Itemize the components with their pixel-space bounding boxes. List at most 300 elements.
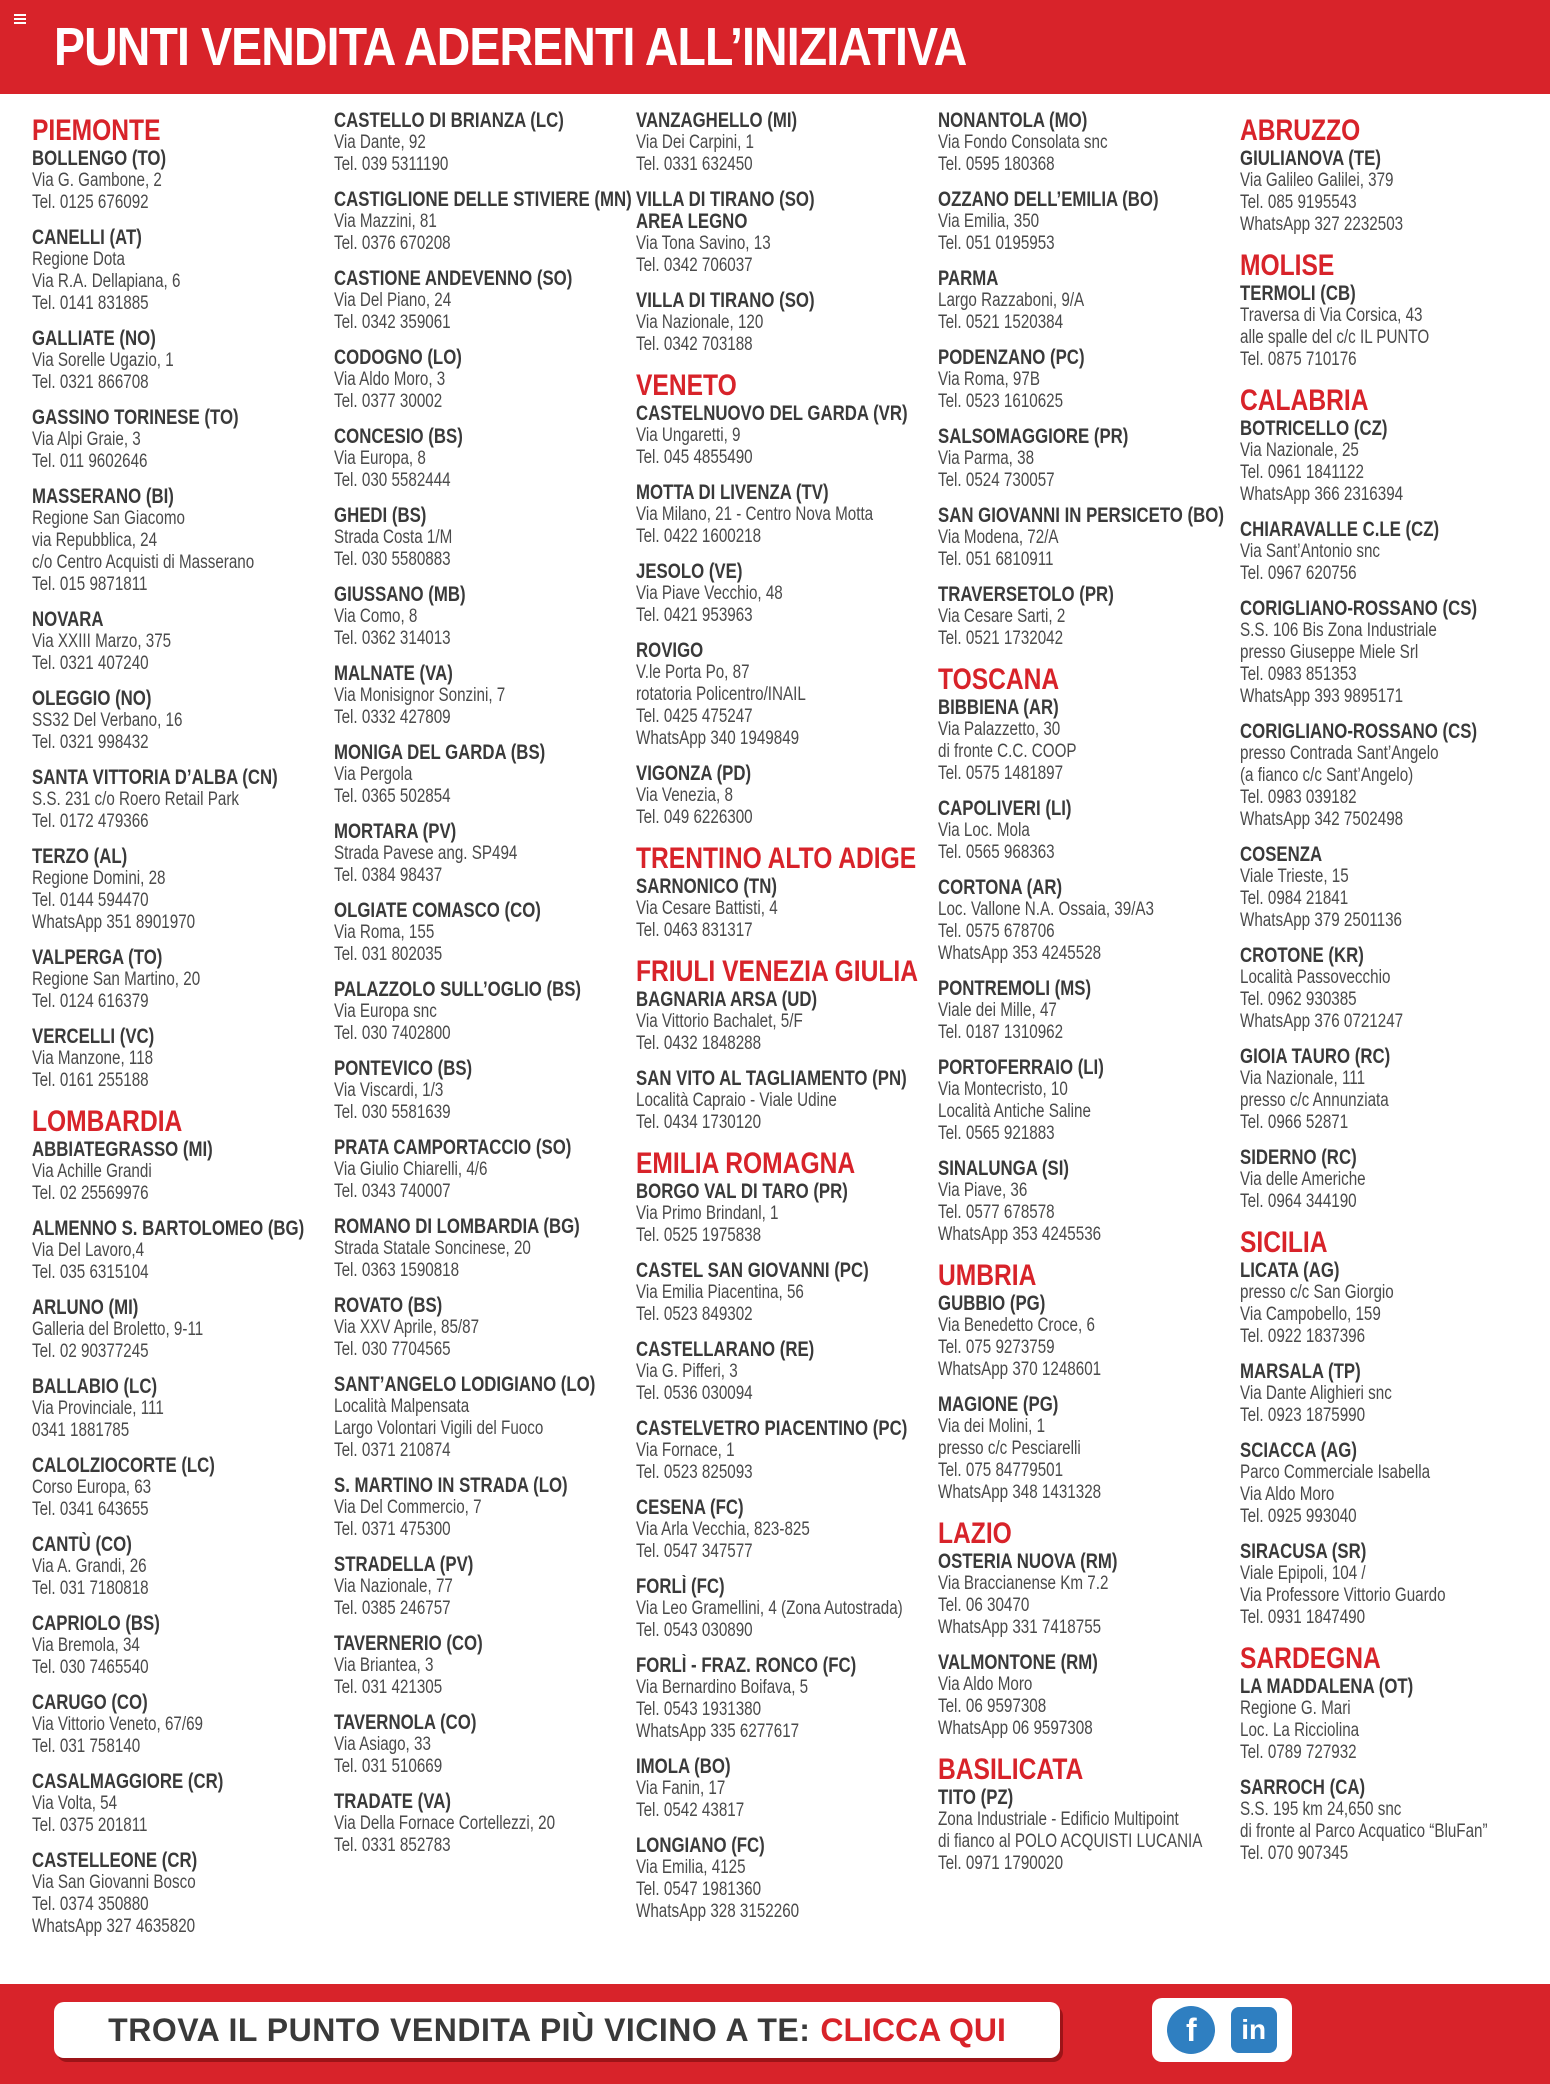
store-detail-line: Tel. 0931 1847490 xyxy=(1240,1607,1366,1628)
store-name: CORIGLIANO-ROSSANO (CS) xyxy=(1240,597,1478,620)
find-store-button[interactable] xyxy=(54,2002,1060,2058)
store-detail-line: Via Campobello, 159 xyxy=(1240,1304,1381,1325)
store-detail-line: Tel. 0161 255188 xyxy=(32,1070,149,1091)
store-entry xyxy=(938,110,1232,176)
store-entry xyxy=(32,1297,326,1363)
store-detail-line: Via Achille Grandi xyxy=(32,1161,152,1182)
store-detail-line: Tel. 0971 1790020 xyxy=(938,1853,1064,1874)
store-detail-line: Tel. 0362 314013 xyxy=(334,628,451,649)
store-detail-line: Regione Domini, 28 xyxy=(32,868,166,889)
store-name: CESENA (FC) xyxy=(636,1496,744,1519)
store-entry xyxy=(938,798,1232,864)
store-entry xyxy=(938,1394,1232,1504)
store-entry xyxy=(636,1497,930,1563)
store-detail-line: Via Roma, 155 xyxy=(334,922,435,943)
store-name: MOTTA DI LIVENZA (TV) xyxy=(636,481,829,504)
store-name: CONCESIO (BS) xyxy=(334,425,463,448)
store-entry xyxy=(334,1137,628,1203)
store-detail-line: WhatsApp 331 7418755 xyxy=(938,1617,1102,1638)
page-title: PUNTI VENDITA ADERENTI ALL’INIZIATIVA xyxy=(54,17,967,77)
store-name: FORLÌ - FRAZ. RONCO (FC) xyxy=(636,1654,857,1677)
store-detail-line: Via Professore Vittorio Guardo xyxy=(1240,1585,1446,1606)
store-entry xyxy=(938,1158,1232,1246)
store-detail-line: Tel. 0966 52871 xyxy=(1240,1112,1349,1133)
store-detail-line: Tel. 0523 1610625 xyxy=(938,391,1064,412)
store-entry xyxy=(636,876,930,942)
store-entry xyxy=(334,1633,628,1699)
store-detail-line: Tel. 0421 953963 xyxy=(636,605,753,626)
store-detail-line: WhatsApp 370 1248601 xyxy=(938,1359,1102,1380)
store-detail-line: Galleria del Broletto, 9-11 xyxy=(32,1319,204,1340)
store-name: TRAVERSETOLO (PR) xyxy=(938,583,1114,606)
store-name: GASSINO TORINESE (TO) xyxy=(32,406,239,429)
store-column xyxy=(32,110,334,1970)
store-entry xyxy=(636,1756,930,1822)
store-entry xyxy=(938,268,1232,334)
store-detail-line: Via Piave Vecchio, 48 xyxy=(636,583,783,604)
store-detail-line: Via Nazionale, 111 xyxy=(1240,1068,1366,1089)
store-entry xyxy=(636,290,930,356)
store-name: CASTELLARANO (RE) xyxy=(636,1338,815,1361)
store-detail-line: Strada Costa 1/M xyxy=(334,527,453,548)
store-detail-line: Tel. 0144 594470 xyxy=(32,890,149,911)
store-entry xyxy=(1240,1541,1534,1629)
store-name: LA MADDALENA (OT) xyxy=(1240,1675,1414,1698)
menu-icon[interactable] xyxy=(14,14,26,24)
store-detail-line: Via Palazzetto, 30 xyxy=(938,719,1061,740)
store-detail-line: Tel. 0172 479366 xyxy=(32,811,149,832)
store-detail-line: Via Primo Brindanl, 1 xyxy=(636,1203,779,1224)
store-name: GIULIANOVA (TE) xyxy=(1240,147,1381,170)
store-detail-line: Via Bernardino Boifava, 5 xyxy=(636,1677,809,1698)
store-name: S. MARTINO IN STRADA (LO) xyxy=(334,1474,568,1497)
store-entry xyxy=(1240,1046,1534,1134)
store-column xyxy=(334,110,636,1970)
store-detail-line: Via Loc. Mola xyxy=(938,820,1030,841)
store-detail-line: Via Monisignor Sonzini, 7 xyxy=(334,685,506,706)
store-detail-line: Via XXIII Marzo, 375 xyxy=(32,631,172,652)
store-detail-line: Tel. 0332 427809 xyxy=(334,707,451,728)
store-detail-line: Via Arla Vecchia, 823-825 xyxy=(636,1519,810,1540)
store-entry xyxy=(32,407,326,473)
store-entry xyxy=(334,426,628,492)
store-detail-line: WhatsApp 06 9597308 xyxy=(938,1718,1093,1739)
store-detail-line: Tel. 0565 921883 xyxy=(938,1123,1055,1144)
store-name: SAN VITO AL TAGLIAMENTO (PN) xyxy=(636,1067,907,1090)
store-detail-line: Tel. 0575 1481897 xyxy=(938,763,1064,784)
store-entry xyxy=(334,1374,628,1462)
store-detail-line: Via Aldo Moro xyxy=(938,1674,1033,1695)
store-entry xyxy=(1240,1777,1534,1865)
store-detail-line: Tel. 0521 1520384 xyxy=(938,312,1064,333)
store-entry xyxy=(334,1554,628,1620)
store-list xyxy=(32,110,1532,1970)
store-detail-line: S.S. 195 km 24,650 snc xyxy=(1240,1799,1402,1820)
store-entry xyxy=(32,328,326,394)
store-detail-line: Tel. 0875 710176 xyxy=(1240,349,1357,370)
store-name: VILLA DI TIRANO (SO) xyxy=(636,289,815,312)
store-detail-line: Tel. 0376 670208 xyxy=(334,233,451,254)
store-name: SIRACUSA (SR) xyxy=(1240,1540,1367,1563)
store-detail-line: WhatsApp 366 2316394 xyxy=(1240,484,1404,505)
store-name: SARNONICO (TN) xyxy=(636,875,777,898)
store-entry xyxy=(636,1181,930,1247)
store-name: ABBIATEGRASSO (MI) xyxy=(32,1138,213,1161)
region-heading: MOLISE xyxy=(1240,249,1335,282)
store-entry xyxy=(32,1139,326,1205)
store-detail-line: Tel. 0543 030890 xyxy=(636,1620,753,1641)
store-column xyxy=(938,110,1240,1970)
store-name: ALMENNO S. BARTOLOMEO (BG) xyxy=(32,1217,305,1240)
store-detail-line: Località Capraio - Viale Udine xyxy=(636,1090,837,1111)
store-name: PONTREMOLI (MS) xyxy=(938,977,1092,1000)
store-detail-line: Tel. 0425 475247 xyxy=(636,706,753,727)
cta-action-link[interactable]: CLICCA QUI xyxy=(820,2011,1006,2048)
store-entry xyxy=(334,900,628,966)
store-name: MORTARA (PV) xyxy=(334,820,457,843)
store-detail-line: S.S. 231 c/o Roero Retail Park xyxy=(32,789,239,810)
store-detail-line: Via Aldo Moro, 3 xyxy=(334,369,446,390)
store-detail-line: Via Leo Gramellini, 4 (Zona Autostrada) xyxy=(636,1598,903,1619)
store-entry xyxy=(636,110,930,176)
store-name: PONTEVICO (BS) xyxy=(334,1057,473,1080)
store-detail-line: Tel. 0543 1931380 xyxy=(636,1699,762,1720)
store-name: GIOIA TAURO (RC) xyxy=(1240,1045,1391,1068)
store-detail-line: presso c/c Annunziata xyxy=(1240,1090,1389,1111)
store-name: CORIGLIANO-ROSSANO (CS) xyxy=(1240,720,1478,743)
store-detail-line: Via Tona Savino, 13 xyxy=(636,233,771,254)
region-heading: UMBRIA xyxy=(938,1259,1037,1292)
store-name: SIDERNO (RC) xyxy=(1240,1146,1357,1169)
store-entry xyxy=(334,188,632,255)
store-name: VIGONZA (PD) xyxy=(636,762,752,785)
store-entry xyxy=(1240,945,1534,1033)
store-detail-line: Via Della Fornace Cortellezzi, 20 xyxy=(334,1813,556,1834)
store-detail-line: WhatsApp 340 1949849 xyxy=(636,728,800,749)
store-entry xyxy=(334,1475,628,1541)
store-entry xyxy=(938,505,1232,571)
store-detail-line: Tel. 030 5580883 xyxy=(334,549,451,570)
store-detail-line: (a fianco c/c Sant’Angelo) xyxy=(1240,765,1414,786)
store-entry xyxy=(334,742,628,808)
store-name: TRADATE (VA) xyxy=(334,1790,451,1813)
store-detail-line: Tel. 0374 350880 xyxy=(32,1894,149,1915)
store-entry xyxy=(1240,418,1534,506)
store-detail-line: Via Del Piano, 24 xyxy=(334,290,452,311)
store-detail-line: Tel. 0331 852783 xyxy=(334,1835,451,1856)
store-detail-line: Viale Epipoli, 104 / xyxy=(1240,1563,1366,1584)
store-detail-line: Via G. Gambone, 2 xyxy=(32,170,162,191)
store-entry xyxy=(32,609,326,675)
store-detail-line: Tel. 0565 968363 xyxy=(938,842,1055,863)
store-detail-line: presso Giuseppe Miele Srl xyxy=(1240,642,1419,663)
store-name: GUBBIO (PG) xyxy=(938,1292,1046,1315)
store-name: ROVIGO xyxy=(636,639,704,662)
store-detail-line: Tel. 0542 43817 xyxy=(636,1800,745,1821)
store-detail-line: Tel. 0331 632450 xyxy=(636,154,753,175)
store-detail-line: Tel. 0523 825093 xyxy=(636,1462,753,1483)
store-detail-line: Tel. 0577 678578 xyxy=(938,1202,1055,1223)
store-detail-line: Via Asiago, 33 xyxy=(334,1734,431,1755)
store-name: OSTERIA NUOVA (RM) xyxy=(938,1550,1118,1573)
store-name: TITO (PZ) xyxy=(938,1786,1014,1809)
store-entry xyxy=(334,1058,628,1124)
store-detail-line: Tel. 051 0195953 xyxy=(938,233,1055,254)
store-entry xyxy=(334,1791,628,1857)
facebook-icon[interactable]: f xyxy=(1167,2006,1215,2054)
store-detail-line: Tel. 0384 98437 xyxy=(334,865,443,886)
store-entry xyxy=(938,1057,1232,1145)
store-name: BOLLENGO (TO) xyxy=(32,147,167,170)
store-detail-line: Tel. 0575 678706 xyxy=(938,921,1055,942)
store-name: JESOLO (VE) xyxy=(636,560,743,583)
store-name: BORGO VAL DI TARO (PR) xyxy=(636,1180,848,1203)
store-entry xyxy=(938,697,1232,785)
store-name: PALAZZOLO SULL’OGLIO (BS) xyxy=(334,978,582,1001)
store-detail-line: Via Emilia, 350 xyxy=(938,211,1040,232)
store-detail-line: di fianco al POLO ACQUISTI LUCANIA xyxy=(938,1831,1203,1852)
store-name: CROTONE (KR) xyxy=(1240,944,1364,967)
store-name: SARROCH (CA) xyxy=(1240,1776,1366,1799)
region-heading: FRIULI VENEZIA GIULIA xyxy=(636,955,918,988)
store-detail-line: Via Mazzini, 81 xyxy=(334,211,437,232)
store-name: CARUGO (CO) xyxy=(32,1691,148,1714)
store-detail-line: Località Passovecchio xyxy=(1240,967,1391,988)
store-entry xyxy=(32,1850,326,1938)
store-name: SCIACCA (AG) xyxy=(1240,1439,1357,1462)
store-detail-line: Regione San Martino, 20 xyxy=(32,969,201,990)
store-detail-line: WhatsApp 393 9895171 xyxy=(1240,686,1404,707)
store-detail-line: Via Braccianense Km 7.2 xyxy=(938,1573,1109,1594)
store-detail-line: Via Europa, 8 xyxy=(334,448,426,469)
store-detail-line: Largo Razzaboni, 9/A xyxy=(938,290,1085,311)
store-name: ROMANO DI LOMBARDIA (BG) xyxy=(334,1215,580,1238)
store-entry xyxy=(334,505,628,571)
store-detail-line: Tel. 0432 1848288 xyxy=(636,1033,762,1054)
store-detail-line: Tel. 0547 1981360 xyxy=(636,1879,762,1900)
store-detail-line: Tel. 0321 866708 xyxy=(32,372,149,393)
store-detail-line: Regione G. Mari xyxy=(1240,1698,1351,1719)
store-detail-line: Via Sant’Antonio snc xyxy=(1240,541,1380,562)
store-name: CASTEL SAN GIOVANNI (PC) xyxy=(636,1259,869,1282)
store-detail-line: Tel. 0371 210874 xyxy=(334,1440,451,1461)
store-detail-line: Via Milano, 21 - Centro Nova Motta xyxy=(636,504,874,525)
store-entry xyxy=(32,1376,326,1442)
store-detail-line: Via Vittorio Veneto, 67/69 xyxy=(32,1714,203,1735)
store-entry xyxy=(636,403,930,469)
store-detail-line: presso c/c San Giorgio xyxy=(1240,1282,1394,1303)
store-entry xyxy=(32,947,326,1013)
store-detail-line: Via Vittorio Bachalet, 5/F xyxy=(636,1011,803,1032)
store-detail-line: Via Parma, 38 xyxy=(938,448,1035,469)
store-detail-line: Tel. 0342 359061 xyxy=(334,312,451,333)
store-entry xyxy=(636,189,930,277)
store-entry xyxy=(636,640,930,750)
store-detail-line: presso c/c Pesciarelli xyxy=(938,1438,1081,1459)
store-detail-line: Via Nazionale, 120 xyxy=(636,312,764,333)
store-detail-line: Regione San Giacomo xyxy=(32,508,185,529)
store-detail-line: Tel. 0463 831317 xyxy=(636,920,753,941)
store-entry xyxy=(636,1576,930,1642)
store-entry xyxy=(32,227,326,315)
store-detail-line: Traversa di Via Corsica, 43 xyxy=(1240,305,1423,326)
store-name: ROVATO (BS) xyxy=(334,1294,443,1317)
store-detail-line: Tel. 0521 1732042 xyxy=(938,628,1064,649)
store-detail-line: Tel. 011 9602646 xyxy=(32,451,148,472)
store-entry xyxy=(32,1692,326,1758)
region-heading: BASILICATA xyxy=(938,1753,1084,1786)
store-detail-line: Via Del Commercio, 7 xyxy=(334,1497,482,1518)
store-detail-line: Tel. 0922 1837396 xyxy=(1240,1326,1366,1347)
store-detail-line: Tel. 0789 727932 xyxy=(1240,1742,1357,1763)
store-detail-line: Via Benedetto Croce, 6 xyxy=(938,1315,1095,1336)
store-detail-line: Via Manzone, 118 xyxy=(32,1048,154,1069)
region-heading: SARDEGNA xyxy=(1240,1642,1381,1675)
store-detail-line: c/o Centro Acquisti di Masserano xyxy=(32,552,255,573)
store-detail-line: Via Bremola, 34 xyxy=(32,1635,140,1656)
store-name: TAVERNOLA (CO) xyxy=(334,1711,477,1734)
store-entry xyxy=(1240,1361,1534,1427)
store-name: SANT’ANGELO LODIGIANO (LO) xyxy=(334,1373,596,1396)
region-heading: LAZIO xyxy=(938,1517,1012,1550)
store-detail-line: Via Sorelle Ugazio, 1 xyxy=(32,350,174,371)
store-entry xyxy=(32,1218,326,1284)
store-name: VANZAGHELLO (MI) xyxy=(636,109,798,132)
store-entry xyxy=(32,688,326,754)
store-entry xyxy=(1240,1440,1534,1528)
store-detail-line: Tel. 015 9871811 xyxy=(32,574,148,595)
store-detail-line: di fronte al Parco Acquatico “BluFan” xyxy=(1240,1821,1488,1842)
store-detail-line: Via Como, 8 xyxy=(334,606,418,627)
store-detail-line: Largo Volontari Vigili del Fuoco xyxy=(334,1418,544,1439)
store-detail-line: Via Nazionale, 25 xyxy=(1240,440,1359,461)
store-name: BALLABIO (LC) xyxy=(32,1375,158,1398)
store-detail-line: Via Briantea, 3 xyxy=(334,1655,434,1676)
store-detail-line: Tel. 051 6810911 xyxy=(938,549,1054,570)
store-entry xyxy=(334,979,628,1045)
store-detail-line: Tel. 085 9195543 xyxy=(1240,192,1357,213)
store-detail-line: WhatsApp 351 8901970 xyxy=(32,912,196,933)
store-name: CANELLI (AT) xyxy=(32,226,142,249)
store-name: TERZO (AL) xyxy=(32,845,128,868)
store-detail-line: Tel. 06 30470 xyxy=(938,1595,1030,1616)
store-name: MALNATE (VA) xyxy=(334,662,453,685)
store-name: VILLA DI TIRANO (SO) xyxy=(636,188,815,211)
store-detail-line: Via Dante Alighieri snc xyxy=(1240,1383,1392,1404)
store-detail-line: Tel. 0923 1875990 xyxy=(1240,1405,1366,1426)
store-detail-line: Tel. 031 510669 xyxy=(334,1756,443,1777)
store-entry xyxy=(1240,1147,1534,1213)
store-entry xyxy=(636,1260,930,1326)
store-entry xyxy=(32,767,326,833)
store-entry xyxy=(334,1712,628,1778)
store-entry xyxy=(334,1295,628,1361)
store-entry xyxy=(636,1655,930,1743)
store-name: CASTELLEONE (CR) xyxy=(32,1849,198,1872)
store-detail-line: WhatsApp 327 4635820 xyxy=(32,1916,196,1937)
store-detail-line: Via Piave, 36 xyxy=(938,1180,1028,1201)
store-detail-line: AREA LEGNO xyxy=(636,210,748,233)
store-entry xyxy=(32,1026,326,1092)
store-name: NONANTOLA (MO) xyxy=(938,109,1088,132)
store-entry xyxy=(1240,283,1534,371)
store-entry xyxy=(636,482,930,548)
store-detail-line: Tel. 0984 21841 xyxy=(1240,888,1349,909)
store-detail-line: Tel. 0983 851353 xyxy=(1240,664,1357,685)
linkedin-icon[interactable]: in xyxy=(1231,2007,1277,2053)
store-detail-line: Tel. 0964 344190 xyxy=(1240,1191,1357,1212)
store-detail-line: Via Ungaretti, 9 xyxy=(636,425,741,446)
store-detail-line: Tel. 0365 502854 xyxy=(334,786,451,807)
store-name: CHIARAVALLE C.LE (CZ) xyxy=(1240,518,1440,541)
store-entry xyxy=(334,821,628,887)
store-entry xyxy=(636,561,930,627)
store-detail-line: Via Galileo Galilei, 379 xyxy=(1240,170,1394,191)
store-entry xyxy=(32,1771,326,1837)
store-detail-line: Tel. 0525 1975838 xyxy=(636,1225,762,1246)
store-detail-line: Via Fondo Consolata snc xyxy=(938,132,1108,153)
store-name: CALOLZIOCORTE (LC) xyxy=(32,1454,215,1477)
store-detail-line: WhatsApp 342 7502498 xyxy=(1240,809,1404,830)
store-name: TERMOLI (CB) xyxy=(1240,282,1356,305)
store-entry xyxy=(32,148,326,214)
store-entry xyxy=(636,763,930,829)
store-detail-line: Tel. 0524 730057 xyxy=(938,470,1055,491)
region-heading: LOMBARDIA xyxy=(32,1105,183,1138)
store-detail-line: Tel. 0377 30002 xyxy=(334,391,443,412)
store-detail-line: Parco Commerciale Isabella xyxy=(1240,1462,1431,1483)
store-detail-line: Via A. Grandi, 26 xyxy=(32,1556,147,1577)
store-detail-line: Tel. 0375 201811 xyxy=(32,1815,148,1836)
store-detail-line: Via Cesare Battisti, 4 xyxy=(636,898,778,919)
store-detail-line: Tel. 0536 030094 xyxy=(636,1383,753,1404)
store-detail-line: WhatsApp 348 1431328 xyxy=(938,1482,1102,1503)
store-detail-line: Tel. 045 4855490 xyxy=(636,447,753,468)
store-detail-line: Tel. 0124 616379 xyxy=(32,991,149,1012)
store-detail-line: Via Emilia Piacentina, 56 xyxy=(636,1282,804,1303)
store-name: CORTONA (AR) xyxy=(938,876,1063,899)
store-entry xyxy=(32,1455,326,1521)
store-name: OLEGGIO (NO) xyxy=(32,687,152,710)
store-detail-line: WhatsApp 327 2232503 xyxy=(1240,214,1404,235)
store-detail-line: alle spalle del c/c IL PUNTO xyxy=(1240,327,1430,348)
store-detail-line: Viale dei Mille, 47 xyxy=(938,1000,1057,1021)
store-name: COSENZA xyxy=(1240,843,1323,866)
store-detail-line: SS32 Del Verbano, 16 xyxy=(32,710,183,731)
store-name: CAPOLIVERI (LI) xyxy=(938,797,1072,820)
store-column xyxy=(1240,110,1542,1970)
store-name: BIBBIENA (AR) xyxy=(938,696,1059,719)
store-name: CASTIONE ANDEVENNO (SO) xyxy=(334,267,573,290)
store-detail-line: Via Nazionale, 77 xyxy=(334,1576,453,1597)
store-detail-line: via Repubblica, 24 xyxy=(32,530,158,551)
store-name: PORTOFERRAIO (LI) xyxy=(938,1056,1104,1079)
store-detail-line: Tel. 0363 1590818 xyxy=(334,1260,460,1281)
store-column xyxy=(636,110,938,1970)
store-detail-line: Tel. 031 421305 xyxy=(334,1677,443,1698)
store-detail-line: Tel. 06 9597308 xyxy=(938,1696,1047,1717)
store-entry xyxy=(334,268,628,334)
store-detail-line: Via Giulio Chiarelli, 4/6 xyxy=(334,1159,488,1180)
store-detail-line: Via Europa snc xyxy=(334,1001,437,1022)
store-name: CASTELLO DI BRIANZA (LC) xyxy=(334,109,564,132)
cta-lead-text: TROVA IL PUNTO VENDITA PIÙ VICINO A TE: xyxy=(108,2011,811,2048)
store-detail-line: Via Venezia, 8 xyxy=(636,785,733,806)
store-entry xyxy=(938,1652,1232,1740)
store-name: SAN GIOVANNI IN PERSICETO (BO) xyxy=(938,504,1224,527)
store-detail-line: Via Modena, 72/A xyxy=(938,527,1059,548)
store-name: CODOGNO (LO) xyxy=(334,346,462,369)
